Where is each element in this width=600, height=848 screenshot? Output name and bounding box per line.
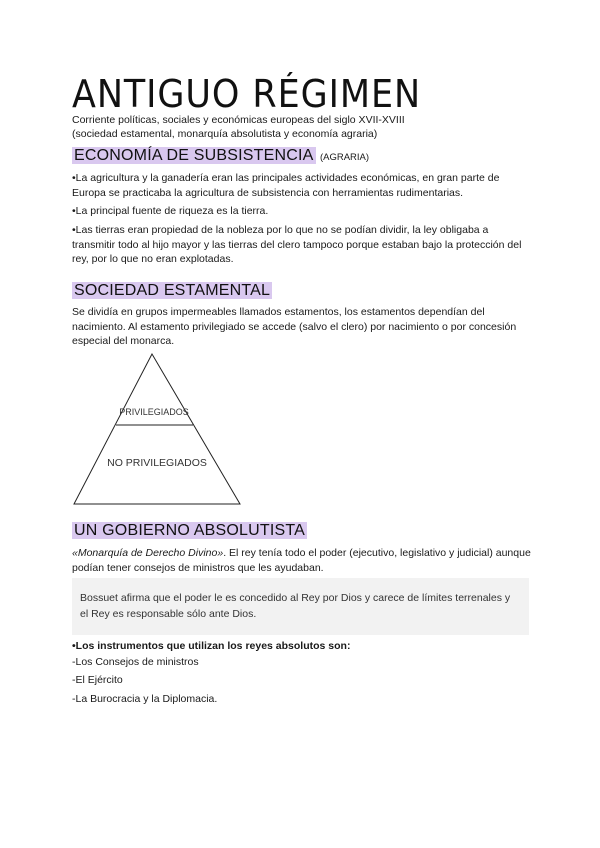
section-heading-gobierno [72, 522, 307, 540]
section-heading-sociedad [72, 282, 272, 300]
italic-phrase: «Monarquía de Derecho Divino» [72, 547, 224, 559]
section-heading-text: ECONOMÍA DE SUBSISTENCIA [74, 147, 314, 164]
paragraph-agricultura: •La agricultura y la ganadería eran las principales actividades económicas, en gran parte de Europa se practicaba la agricultura de subsistencia con herramientas rudimentarias. [72, 172, 500, 199]
pyramid-label-privilegiados: PRIVILEGIADOS [119, 407, 189, 417]
paragraph-rest: . El rey tenía todo el poder (ejecutivo, legislativo y judicial) aunque podían tener consejos de ministros que les ayudaban. [72, 547, 531, 574]
paragraph-estamentos: Se dividía en grupos impermeables llamados estamentos, los estamentos dependían del nacimiento. Al estamento privilegiado se accede (salvo el clero) por nacimiento o por concesión especial del monarca. [72, 306, 517, 347]
instrument-item: -La Burocracia y la Diplomacia. [72, 693, 218, 705]
subtitle-line-1: Corriente políticas, sociales y económicas europeas del siglo XVII-XVIII [72, 114, 405, 126]
pyramid-outline [74, 354, 240, 504]
page-title: ANTIGUO RÉGIMEN [72, 72, 422, 116]
pyramid-label-no-privilegiados: NO PRIVILEGIADOS [107, 457, 207, 469]
section-heading-text: UN GOBIERNO ABSOLUTISTA [74, 522, 306, 539]
paragraph-tierras: •Las tierras eran propiedad de la nobleza por lo que no se podían dividir, la ley obligaba a transmitir todo al hijo mayor y las tierras del clero tampoco porque estaban bajo la protección del rey, por lo que no eran explotadas. [72, 224, 522, 265]
instruments-title [72, 639, 350, 653]
paragraph-riqueza: •La principal fuente de riqueza es la tierra. [72, 205, 269, 217]
section-heading-text: SOCIEDAD ESTAMENTAL [74, 282, 271, 299]
section-heading-tag: (AGRARIA) [319, 152, 370, 163]
instrument-item: -Los Consejos de ministros [72, 656, 199, 668]
paragraph-monarquia [72, 546, 532, 575]
quote-box: Bossuet afirma que el poder le es concedido al Rey por Dios y carece de límites terrenales y el Rey es responsable sólo ante Dios. [72, 578, 529, 635]
section-heading-economia [72, 147, 369, 165]
subtitle [72, 114, 405, 141]
subtitle-line-2: (sociedad estamental, monarquía absolutista y economía agraria) [72, 127, 378, 140]
instruments-title-text: •Los instrumentos que utilizan los reyes absolutos son: [72, 640, 351, 652]
social-pyramid-diagram [68, 350, 248, 510]
instrument-item: -El Ejército [72, 674, 123, 686]
